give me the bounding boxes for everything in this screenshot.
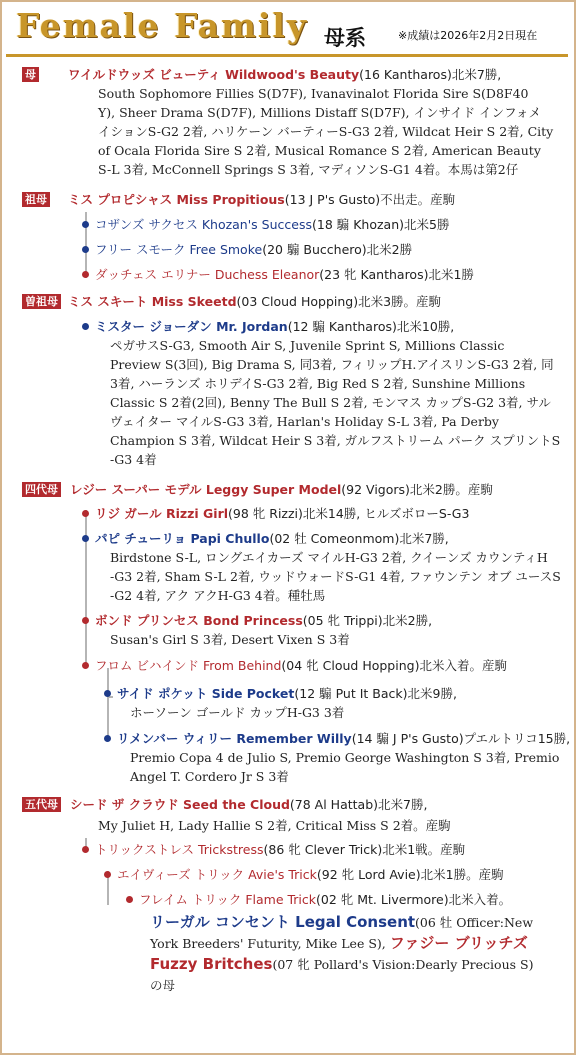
descendant-name: ファジー ブリッチズ <box>389 934 528 952</box>
offspring-info: (02 牡 Comeonmom)北米7勝, <box>269 531 449 546</box>
offspring-record-line: Champion S 3着, Wildcat Heir S 3着, ガルフストリーム パーク スプリントS <box>110 433 561 448</box>
notable-descendant-entry <box>150 935 528 953</box>
grand-offspring-record-line: Premio Copa 4 de Julio S, Premio George Washington S 3着, Premio <box>130 750 560 765</box>
offspring-info: (04 牝 Cloud Hopping)北米入着。産駒 <box>281 658 507 673</box>
fourth-dam-name: レジー スーパー モデル Leggy Super Model <box>70 482 342 497</box>
dam-record-line: of Ocala Florida Sire S 2着, Musical Romance S 2着, American Beauty <box>98 143 541 158</box>
offspring-info: (86 牝 Clever Trick)北米1戦。産駒 <box>263 842 466 857</box>
offspring-record-line: Classic S 2着(2回), Benny The Bull S 2着, モンマス カップS-G2 3着, サル <box>110 395 551 410</box>
bullet-dot <box>104 871 111 878</box>
offspring-record-line: Birdstone S-L, ロングエイカーズ マイルH-G3 2着, クイーンズ カウンティH <box>110 550 548 565</box>
bullet-dot <box>82 221 89 228</box>
dam-info: (16 Kantharos)北米7勝, <box>359 67 502 82</box>
descendant-name: リーガル コンセント Legal Consent <box>150 913 416 931</box>
offspring-info: (05 牝 Trippi)北米2勝, <box>302 613 433 628</box>
grand-offspring-info: (14 騸 J P's Gusto)プエルトリコ15勝, <box>351 731 571 746</box>
offspring-info: (20 騸 Bucchero)北米2勝 <box>262 242 413 257</box>
bullet-dot <box>82 535 89 542</box>
second-dam-info: (13 J P's Gusto)不出走。産駒 <box>284 192 456 207</box>
offspring-info: (12 騸 Kantharos)北米10勝, <box>287 319 455 334</box>
offspring-entry <box>95 318 454 336</box>
generation-tag-4th-dam: 四代母 <box>22 482 61 497</box>
offspring-entry <box>95 657 507 675</box>
grand-offspring-entry <box>117 866 504 884</box>
great-grand-offspring-name: フレイム トリック Flame Trick <box>139 892 317 907</box>
offspring-entry <box>95 841 465 859</box>
third-dam-info: (03 Cloud Hopping)北米3勝。産駒 <box>236 294 442 309</box>
dam-name: ワイルドウッズ ビューティ Wildwood's Beauty <box>68 67 360 82</box>
second-dam-name: ミス プロピシャス Miss Propitious <box>68 192 285 207</box>
page-title-jp: 母系 <box>324 26 366 50</box>
bullet-dot <box>82 617 89 624</box>
offspring-record-line: ペガサスS-G3, Smooth Air S, Juvenile Sprint S, Millions Classic <box>110 338 505 353</box>
grand-offspring-info: (12 騸 Put It Back)北米9勝, <box>294 686 457 701</box>
generation-tag-2nd-dam: 祖母 <box>22 192 50 207</box>
bullet-dot <box>82 846 89 853</box>
grand-offspring-info: (92 牝 Lord Avie)北米1勝。産駒 <box>316 867 504 882</box>
offspring-entry <box>95 216 449 234</box>
bullet-dot <box>104 735 111 742</box>
descendant-info: York Breeders' Futurity, Mike Lee S), <box>150 936 386 951</box>
offspring-entry <box>95 505 469 523</box>
notable-descendant-entry <box>150 914 533 932</box>
dam-record-line: イションS-G2 2着, ハリケーン バーティーS-G3 2着, Wildcat Heir S 2着, City <box>98 124 554 139</box>
fourth-dam-entry <box>70 481 493 499</box>
fifth-dam-entry <box>70 796 427 814</box>
offspring-entry <box>95 612 432 630</box>
third-dam-name: ミス スキート Miss Skeetd <box>68 294 237 309</box>
tree-line <box>85 510 87 668</box>
descendant-info: (07 牝 Pollard's Vision:Dearly Precious S) <box>272 957 534 972</box>
offspring-entry <box>95 241 412 259</box>
offspring-record-line: Preview S(3回), Big Drama S, 同3着, フィリップH.アイスリンS-G3 2着, 同 <box>110 357 554 372</box>
fifth-dam-info: (78 Al Hattab)北米7勝, <box>289 797 428 812</box>
generation-tag-3rd-dam: 曽祖母 <box>22 294 61 309</box>
grand-offspring-name: サイド ポケット Side Pocket <box>117 686 295 701</box>
dam-record-line: South Sophomore Fillies S(D7F), Ivanavinalot Florida Sire S(D8F40 <box>98 86 529 101</box>
grand-offspring-record-line: ホーソーン ゴールド カップH-G3 3着 <box>130 705 345 720</box>
offspring-name: フリー スモーク Free Smoke <box>95 242 263 257</box>
tree-line <box>107 668 109 740</box>
generation-tag-5th-dam: 五代母 <box>22 797 61 812</box>
dam-record-line: S-L 3着, McConnell Springs S 3着, マディソンS-G1 4着。本馬は第2仔 <box>98 162 519 177</box>
second-dam-entry <box>68 191 455 209</box>
notable-descendant-entry <box>150 956 533 974</box>
offspring-name: ミスター ジョーダン Mr. Jordan <box>95 319 288 334</box>
great-grand-offspring-info: (02 牝 Mt. Livermore)北米入着。 <box>316 892 512 907</box>
fifth-dam-name: シード ザ クラウド Seed the Cloud <box>70 797 290 812</box>
bullet-dot <box>82 510 89 517</box>
bullet-dot <box>82 271 89 278</box>
offspring-name: ボンド プリンセス Bond Princess <box>95 613 303 628</box>
grand-offspring-name: リメンバー ウィリー Remember Willy <box>117 731 352 746</box>
dam-entry <box>68 66 501 84</box>
bullet-dot <box>104 690 111 697</box>
offspring-record-line: -G3 4着 <box>110 452 157 467</box>
offspring-record-line: 3着, ハーランズ ホリデイS-G3 2着, Big Red S 2着, Sunshine Millions <box>110 376 526 391</box>
grand-offspring-record-line: Angel T. Cordero Jr S 3着 <box>130 769 289 784</box>
offspring-name: リジ ガール Rizzi Girl <box>95 506 229 521</box>
descendant-info: (06 牡 Officer:New <box>415 915 534 930</box>
offspring-info: (23 牝 Kantharos)北米1勝 <box>319 267 474 282</box>
offspring-record-line: ヴェイター マイルS-G3 3着, Harlan's Holiday S-L 3着, Pa Derby <box>110 414 499 429</box>
offspring-record-line: -G2 4着, アク アクH-G3 4着。種牡馬 <box>110 588 326 603</box>
fourth-dam-info: (92 Vigors)北米2勝。産駒 <box>341 482 493 497</box>
page-title: Female Family <box>16 6 309 45</box>
offspring-name: パピ チューリョ Papi Chullo <box>95 531 270 546</box>
bullet-dot <box>82 662 89 669</box>
offspring-name: トリックストレス Trickstress <box>95 842 264 857</box>
bullet-dot <box>126 896 133 903</box>
offspring-name: コザンズ サクセス Khozan's Success <box>95 217 312 232</box>
offspring-entry <box>95 530 449 548</box>
descendant-tail: の母 <box>150 978 176 993</box>
grand-offspring-entry <box>117 730 570 748</box>
offspring-name: フロム ビハインド From Behind <box>95 658 282 673</box>
generation-tag-dam: 母 <box>22 67 39 82</box>
third-dam-entry <box>68 293 441 311</box>
great-grand-offspring-entry <box>139 891 511 909</box>
offspring-record-line: -G3 2着, Sham S-L 2着, ウッドウォードS-G1 4着, ファウンテン オブ ユースS <box>110 569 561 584</box>
dam-record-line: Y), Sheer Drama S(D7F), Millions Distaff S(D7F), インサイド インフォメ <box>98 105 541 120</box>
as-of-note: ※成績は2026年2月2日現在 <box>398 29 538 42</box>
bullet-dot <box>82 246 89 253</box>
offspring-name: ダッチェス エリナー Duchess Eleanor <box>95 267 320 282</box>
grand-offspring-name: エイヴィーズ トリック Avie's Trick <box>117 867 317 882</box>
offspring-info: (98 牝 Rizzi)北米14勝, ヒルズボローS-G3 <box>228 506 470 521</box>
descendant-name: Fuzzy Britches <box>150 955 273 973</box>
offspring-record-line: Susan's Girl S 3着, Desert Vixen S 3着 <box>110 632 350 647</box>
offspring-info: (18 騸 Khozan)北米5勝 <box>311 217 450 232</box>
bullet-dot <box>82 323 89 330</box>
grand-offspring-entry <box>117 685 457 703</box>
offspring-entry <box>95 266 474 284</box>
fifth-dam-record-line: My Juliet H, Lady Hallie S 2着, Critical Miss S 2着。産駒 <box>98 818 451 833</box>
